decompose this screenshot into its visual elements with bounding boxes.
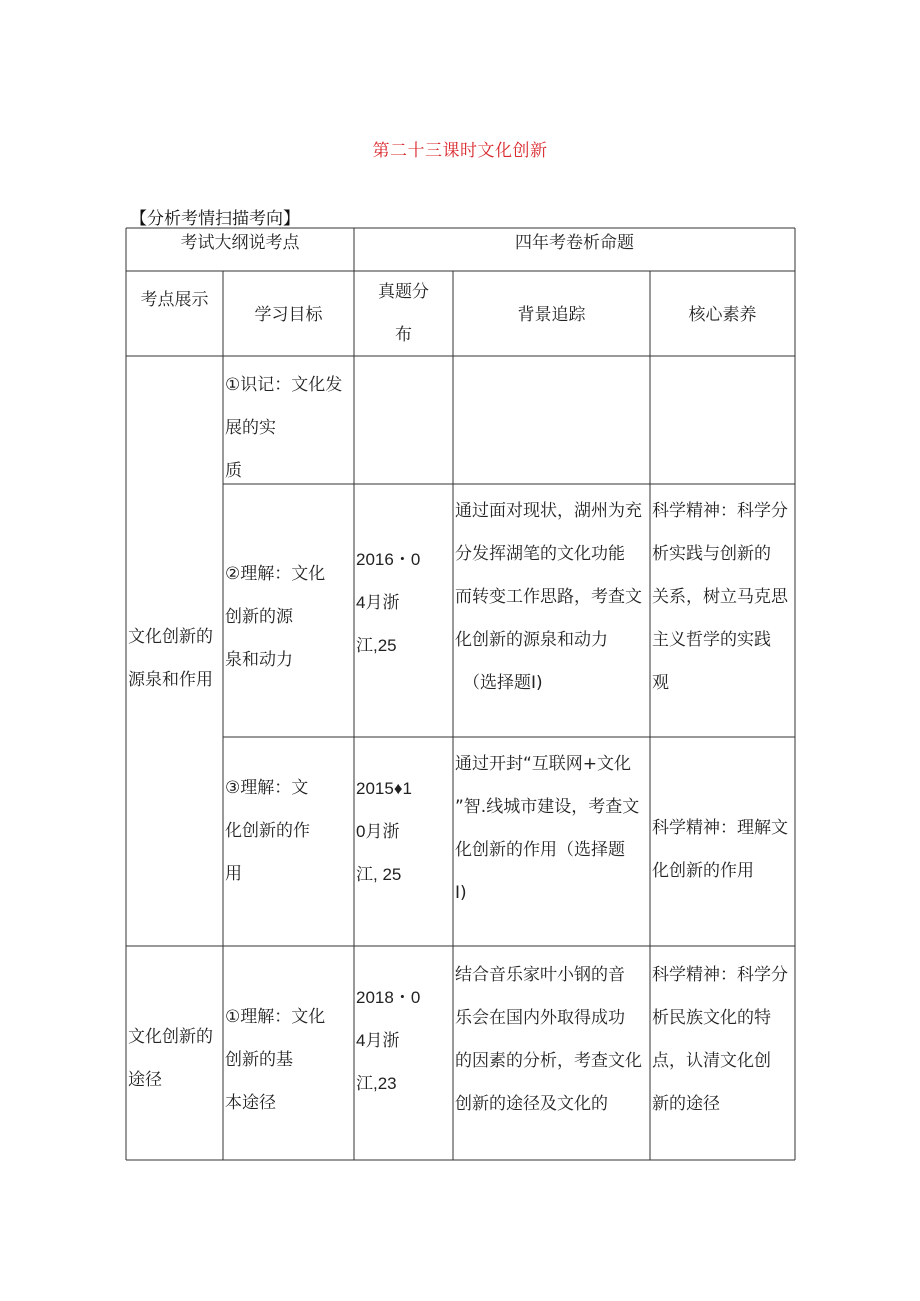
point-cell — [128, 1016, 223, 1102]
header-outline: 考试大纲说考点 — [180, 233, 300, 253]
literacy-line: 析实践与创新的 — [652, 544, 771, 564]
header-literacy: 核心素养 — [688, 305, 757, 325]
background-line: 乐会在国内外取得成功 — [455, 1008, 625, 1028]
header-dist-line: 布 — [395, 325, 412, 345]
goal-line: 创新的源 — [225, 607, 293, 627]
dist-line: 江,25 — [356, 636, 397, 655]
header-analysis: 四年考卷析命题 — [515, 233, 634, 253]
section-heading: 【分析考情扫描考向】 — [130, 209, 300, 229]
dist-cell — [356, 538, 453, 667]
background-line: 分发挥湖笔的文化功能 — [455, 544, 625, 564]
goal-line: ②理解：文化 — [225, 564, 326, 584]
point-line: 源泉和作用 — [128, 670, 213, 690]
header-goal: 学习目标 — [254, 305, 323, 325]
dist-cell — [356, 976, 453, 1105]
dist-line: 4月浙 — [356, 1031, 400, 1050]
goal-line: 化创新的作 — [225, 821, 310, 841]
goal-cell — [225, 364, 354, 493]
background-line: 的因素的分析，考查文化 — [455, 1051, 642, 1071]
background-line: 化创新的作用（选择题 — [455, 840, 625, 860]
goal-line: ①理解：文化 — [225, 1007, 326, 1027]
goal-line: ①识记：文化发 — [225, 375, 343, 395]
goal-line: 用 — [225, 864, 242, 884]
point-line: 文化创新的 — [128, 627, 213, 647]
literacy-cell — [652, 490, 795, 705]
literacy-line: 科学精神：理解文 — [652, 818, 788, 838]
goal-cell — [225, 767, 354, 896]
background-cell — [455, 743, 650, 915]
dist-line: 江,23 — [356, 1074, 397, 1093]
goal-cell — [225, 553, 354, 682]
literacy-line: 点，认清文化创 — [652, 1051, 771, 1071]
background-line: ”智.线城市建设，考查文 — [455, 797, 640, 817]
goal-cell — [225, 996, 354, 1125]
background-cell — [455, 490, 650, 705]
header-dist-line: 真题分 — [378, 282, 429, 302]
literacy-cell — [652, 954, 795, 1126]
background-line: 化创新的源泉和动力 — [455, 630, 608, 650]
background-line: 通过面对现状，湖州为充 — [455, 501, 642, 521]
background-line: （选择题I) — [463, 673, 543, 693]
goal-line: ③理解：文 — [225, 778, 309, 798]
goal-line: 创新的基 — [225, 1050, 293, 1070]
literacy-line: 关系，树立马克思 — [652, 587, 788, 607]
header-background: 背景追踪 — [517, 305, 586, 325]
dist-line: 0月浙 — [356, 822, 400, 841]
literacy-line: 化创新的作用 — [652, 861, 754, 881]
literacy-cell — [652, 807, 795, 893]
dist-cell — [356, 767, 453, 896]
goal-line: 本途径 — [225, 1093, 276, 1113]
literacy-line: 析民族文化的特 — [652, 1008, 771, 1028]
page-title: 第二十三课时文化创新 — [372, 141, 548, 161]
dist-line: 2018・0 — [356, 988, 421, 1007]
literacy-line: 观 — [652, 673, 669, 693]
header-point: 考点展示 — [140, 290, 209, 310]
literacy-line: 新的途径 — [652, 1094, 720, 1114]
literacy-line: 科学精神：科学分 — [652, 965, 788, 985]
dist-line: 4月浙 — [356, 593, 400, 612]
point-line: 途径 — [128, 1070, 162, 1090]
literacy-line: 科学精神：科学分 — [652, 501, 788, 521]
goal-line: 质 — [225, 461, 242, 481]
goal-line: 泉和动力 — [225, 650, 293, 670]
dist-line: 2016・0 — [356, 550, 421, 569]
background-line: I) — [455, 883, 467, 903]
background-cell — [455, 954, 650, 1126]
background-line: 结合音乐家叶小钢的音 — [455, 965, 625, 985]
background-line: 通过开封“互联网+文化 — [455, 754, 632, 774]
dist-line: 江, 25 — [356, 865, 402, 884]
background-line: 创新的途径及文化的 — [455, 1094, 608, 1114]
dist-line: 2015♦1 — [356, 779, 412, 798]
point-cell — [128, 616, 223, 702]
literacy-line: 主义哲学的实践 — [652, 630, 771, 650]
point-line: 文化创新的 — [128, 1027, 213, 1047]
header-dist — [354, 271, 453, 357]
background-line: 而转变工作思路，考查文 — [455, 587, 642, 607]
goal-line: 展的实 — [225, 418, 276, 438]
